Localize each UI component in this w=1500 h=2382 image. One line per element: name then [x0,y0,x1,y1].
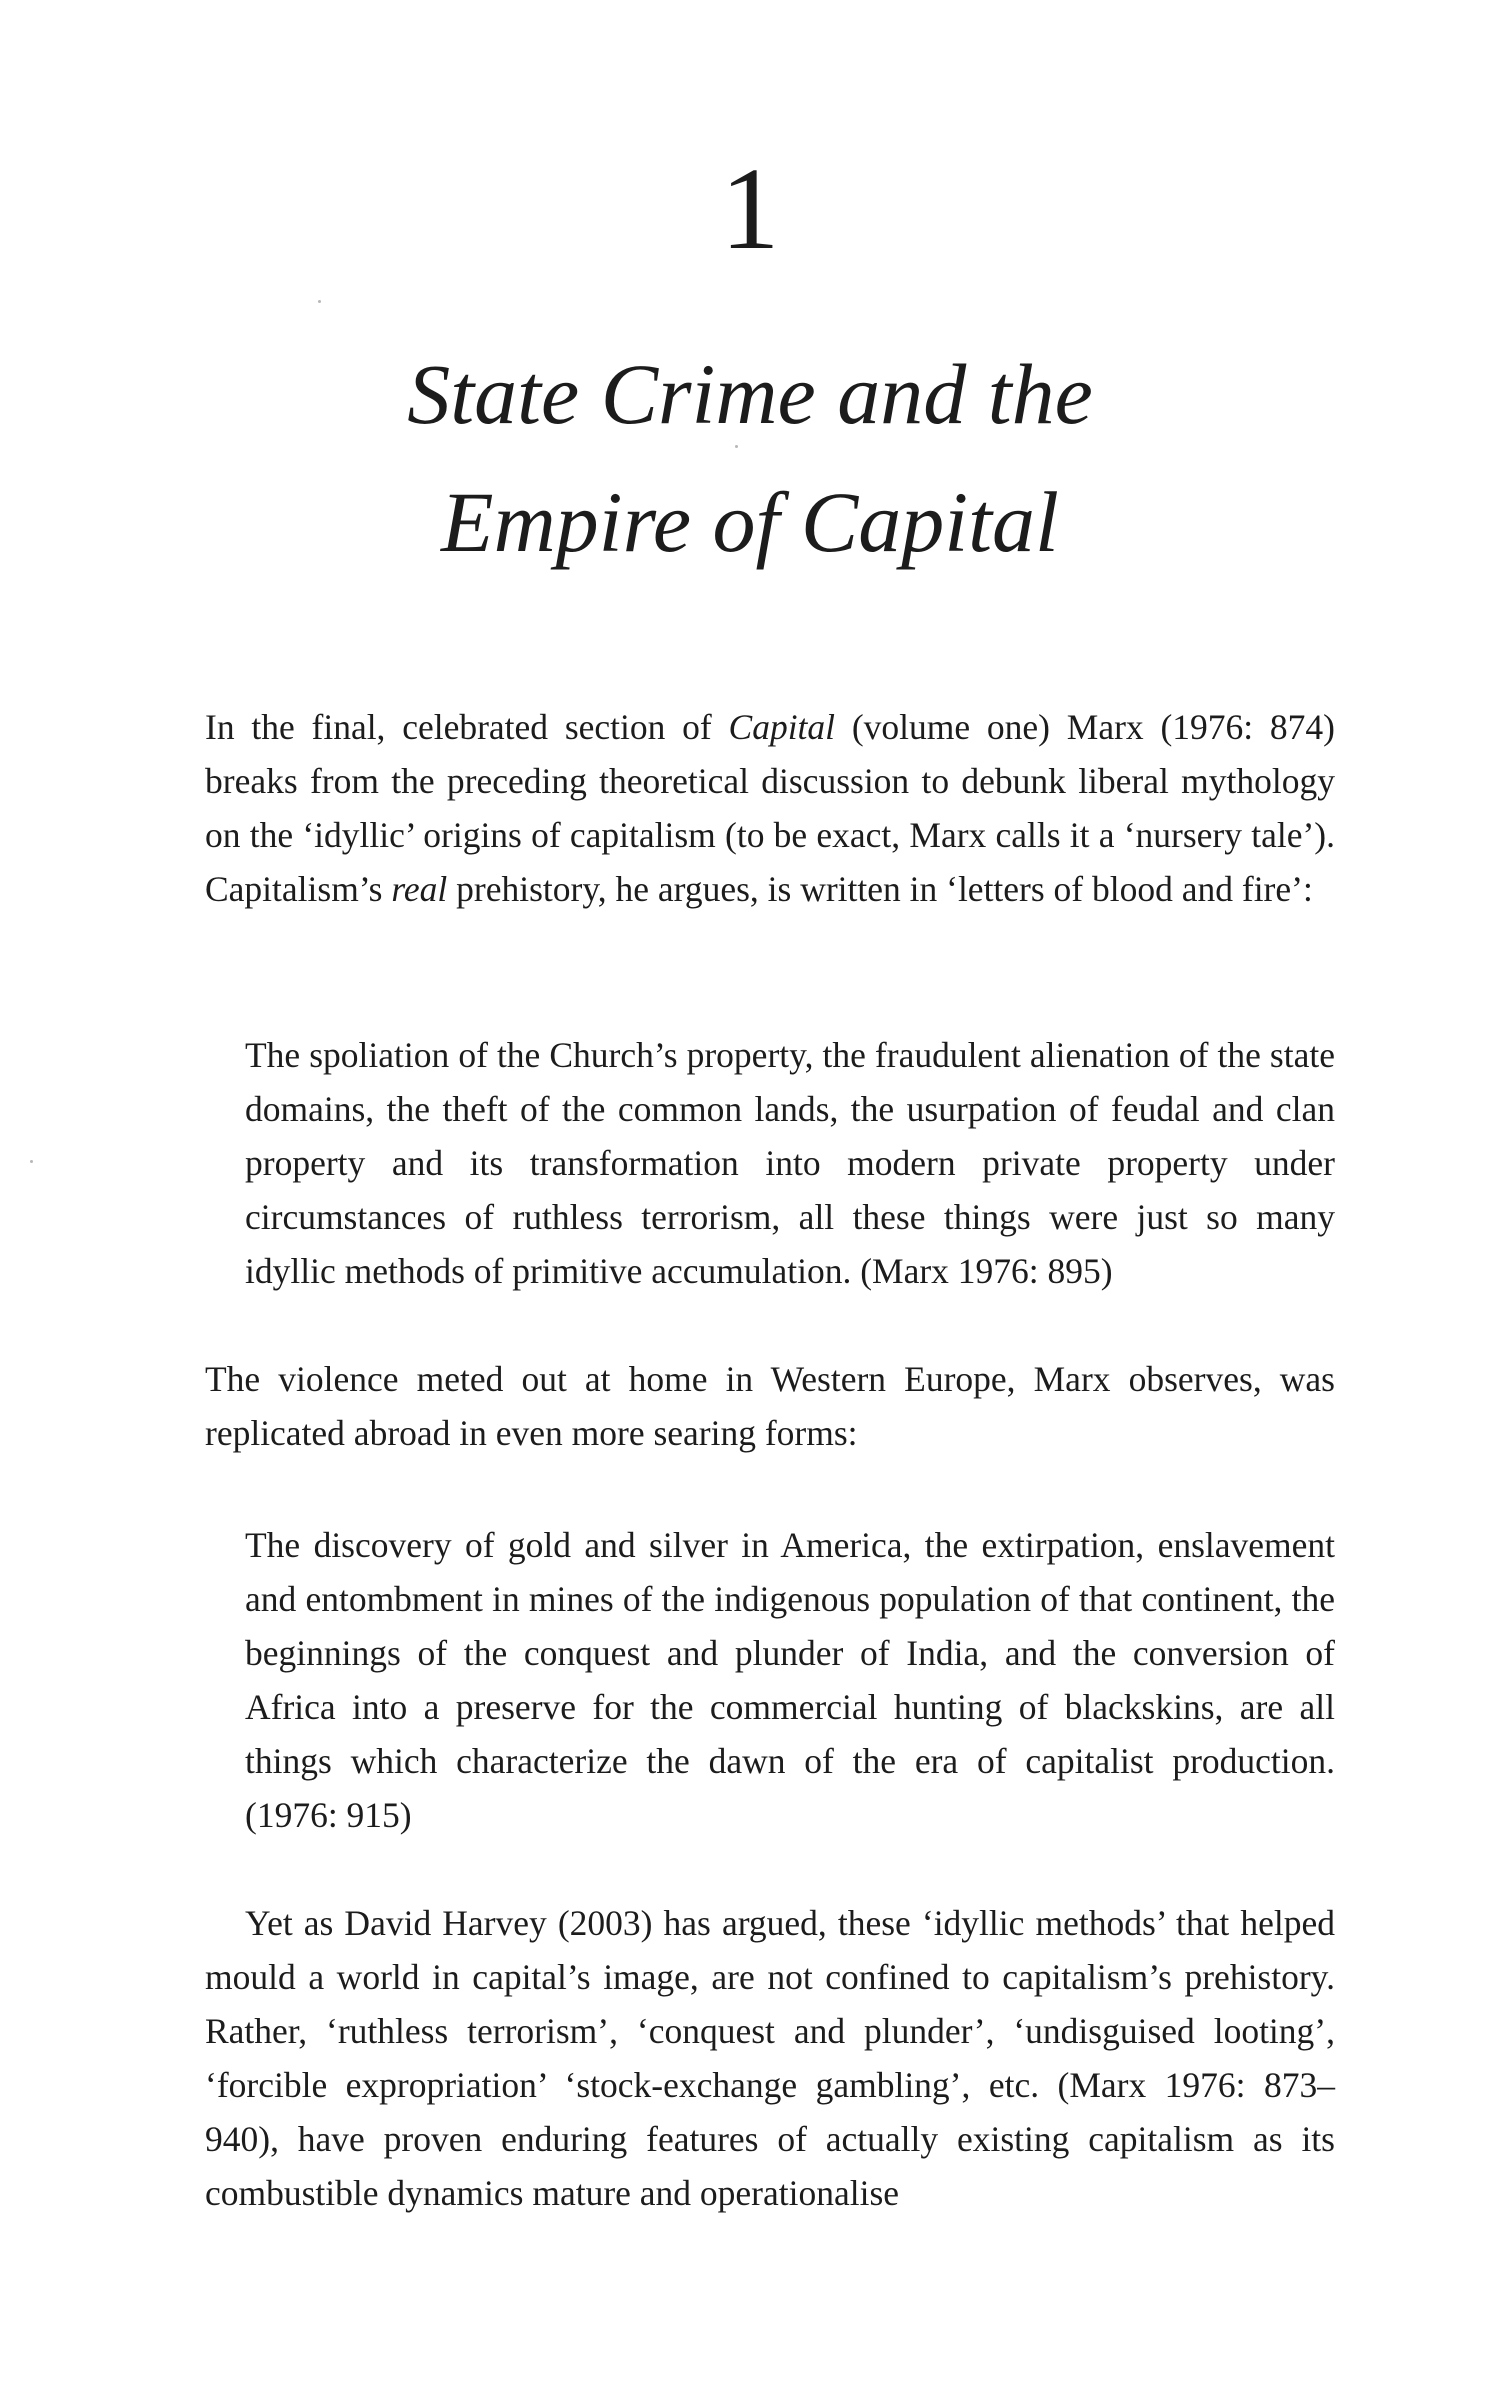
paragraph-1-text-b: (volume one) Marx (1976: 874) breaks from the preceding theoretical discussion to debunk liberal mythology on the ‘idyllic’ origins of capitalism (to be exact, Marx calls it a ‘nursery tale’). Capitalism’s [205,707,1335,909]
paragraph-1-italic-real: real [391,869,448,909]
scan-speck [318,300,321,303]
paragraph-1-text-c: prehistory, he argues, is written in ‘letters of blood and fire’: [447,869,1313,909]
paragraph-1 [205,700,1335,916]
block-quote-2: The discovery of gold and silver in America, the extirpation, enslavement and entombment in mines of the indigenous population of that continent, the beginnings of the conquest and plunder of India, and the conversion of Africa into a preserve for the commercial hunting of blackskins, are all things which characterize the dawn of the era of capitalist production. (1976: 915) [245,1525,1335,1835]
block-quote-1: The spoliation of the Church’s property, the fraudulent alienation of the state domains, the theft of the common lands, the usurpation of feudal and clan property and its transformation into modern private property under circumstances of ruthless terrorism, all these things were just so many idyllic methods of primitive accumulation. (Marx 1976: 895) [245,1035,1335,1291]
paragraph-3: Yet as David Harvey (2003) has argued, these ‘idyllic methods’ that helped mould a world in capital’s image, are not confined to capitalism’s prehistory. Rather, ‘ruthless terrorism’, ‘conquest and plunder’, ‘undisguised looting’, ‘forcible expropriation’ ‘stock-exchange gambling’, etc. (Marx 1976: 873–940), have proven enduring features of actually existing capitalism as its combustible dynamics mature and operationalise [205,1903,1335,2213]
chapter-number: 1 [720,143,780,274]
chapter-title-line-1: State Crime and the [407,346,1093,442]
paragraph-2: The violence meted out at home in Western Europe, Marx observes, was replicated abroad in even more searing forms: [205,1359,1335,1453]
chapter-title [0,330,1500,586]
paragraph-1-italic-capital: Capital [728,707,836,747]
chapter-title-line-2: Empire of Capital [441,474,1059,570]
scan-speck [30,1160,33,1163]
scan-speck [735,445,738,448]
paragraph-1-text-a: In the final, celebrated section of [205,707,729,747]
